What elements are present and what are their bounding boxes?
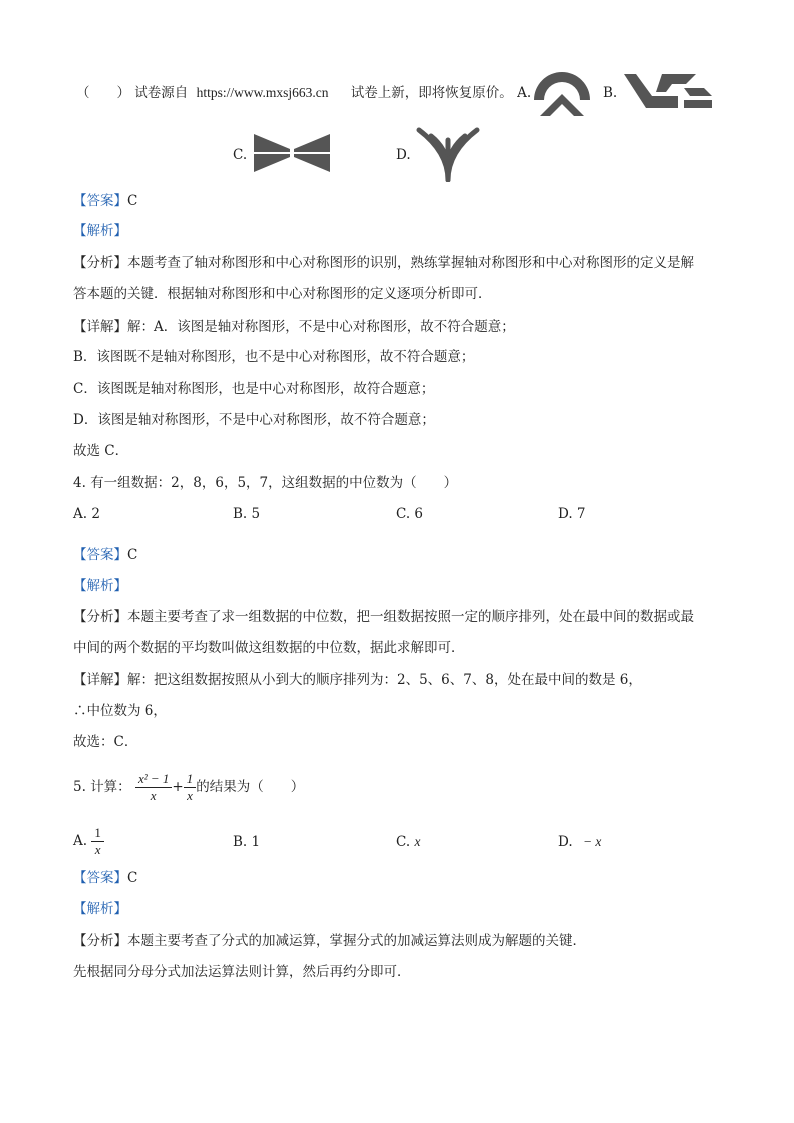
q4-analysis-line-2: 中间的两个数据的平均数叫做这组数据的中位数，据此求解即可．	[73, 640, 465, 656]
q3-detail-line-d: D．该图是轴对称图形，不是中心对称图形，故不符合题意；	[73, 412, 435, 428]
q3-option-d-label: D.	[396, 147, 411, 163]
q5-option-a-denominator: x	[94, 842, 101, 857]
q3-analysis-tag: 【分析】	[73, 255, 127, 271]
q3-header	[76, 84, 531, 102]
q5-stem-prefix: 5. 计算：	[73, 779, 131, 795]
q4-analysis-line-1	[73, 608, 694, 626]
q5-option-c	[396, 833, 420, 851]
q5-answer-value: C	[127, 870, 138, 886]
q3-jiexi-tag: 【解析】	[73, 223, 127, 239]
q3-analysis-line-2: 答本题的关键．根据轴对称图形和中心对称图形的定义逐项分析即可．	[73, 286, 492, 302]
q4-detail-line-2: ∴中位数为 6，	[73, 703, 167, 719]
q5-analysis-tag: 【分析】	[73, 933, 127, 949]
q5-answer	[73, 869, 137, 887]
q4-detail-text-1: 解：把这组数据按照从小到大的顺序排列为：2、5、6、7、8，处在最中间的数是 6，	[127, 672, 642, 688]
q4-option-a: A. 2	[73, 506, 100, 522]
q5-fraction-1	[135, 771, 172, 804]
q3-detail-tag: 【详解】	[73, 319, 127, 335]
q3-analysis-line-1	[73, 254, 694, 272]
q5-option-d	[558, 833, 601, 851]
q4-option-d: D. 7	[558, 506, 586, 522]
q5-analysis-line-1	[73, 932, 586, 950]
q3-detail-text-1: 解：A．该图是轴对称图形，不是中心对称图形，故不符合题意；	[127, 319, 515, 335]
q5-option-c-value: x	[414, 834, 421, 849]
q4-answer-tag: 【答案】	[73, 547, 127, 563]
q5-option-b: B. 1	[233, 834, 261, 850]
q4-jiexi-tag: 【解析】	[73, 578, 127, 594]
q3-detail-line-1	[73, 318, 515, 336]
q5-option-a-numerator: 1	[91, 825, 104, 842]
q4-analysis-text-1: 本题主要考查了求一组数据的中位数，把一组数据按照一定的顺序排列，处在最中间的数据或最	[127, 609, 694, 625]
q3-detail-line-b: B．该图既不是轴对称图形，也不是中心对称图形，故不符合题意；	[73, 349, 475, 365]
q5-fraction-2-numerator: 1	[184, 771, 197, 788]
q4-analysis-tag: 【分析】	[73, 609, 127, 625]
q5-option-a	[73, 822, 104, 860]
q3-figure-d	[413, 126, 483, 182]
q3-header-tail: 试卷上新，即将恢复原价。	[350, 85, 513, 101]
q4-detail-tag: 【详解】	[73, 672, 127, 688]
q5-option-d-value: − x	[582, 834, 602, 849]
q3-figure-b	[622, 72, 714, 110]
q5-jiexi-tag: 【解析】	[73, 901, 127, 917]
q4-option-b: B. 5	[233, 506, 261, 522]
q5-fraction-1-numerator: x² − 1	[135, 771, 172, 788]
q3-paren: （ ）	[76, 85, 130, 101]
q3-detail-line-c: C．该图既是轴对称图形，也是中心对称图形，故符合题意；	[73, 381, 435, 397]
q4-stem: 4. 有一组数据：2，8，6，5，7，这组数据的中位数为（ ）	[73, 475, 458, 491]
q3-answer-tag: 【答案】	[73, 193, 127, 209]
q3-answer-value: C	[127, 193, 138, 209]
q5-option-a-label: A.	[73, 833, 88, 849]
q5-option-c-label: C.	[396, 834, 411, 850]
q3-url: https://www.mxsj663.cn	[196, 85, 329, 100]
q3-option-a-label: A.	[517, 85, 532, 101]
q3-analysis-text-1: 本题考查了轴对称图形和中心对称图形的识别，熟练掌握轴对称图形和中心对称图形的定义是解	[127, 255, 694, 271]
q4-detail-line-1	[73, 671, 642, 689]
q5-option-d-label: D.	[558, 834, 573, 850]
q5-plus-sign: +	[172, 779, 184, 795]
q4-answer-value: C	[127, 547, 138, 563]
q3-source: 试卷源自	[134, 85, 189, 101]
q5-fraction-2	[184, 771, 197, 804]
q3-option-b-label: B.	[603, 85, 618, 101]
q4-option-c: C. 6	[396, 506, 424, 522]
q4-answer	[73, 546, 137, 564]
q3-conclusion: 故选 C．	[73, 443, 129, 459]
q3-figure-a	[530, 68, 594, 120]
q3-answer	[73, 192, 137, 210]
q3-option-c-label: C.	[233, 147, 248, 163]
q5-option-a-fraction	[91, 825, 104, 858]
q5-fraction-1-denominator: x	[150, 788, 157, 803]
q5-answer-tag: 【答案】	[73, 870, 127, 886]
q3-figure-c	[252, 130, 332, 176]
q4-conclusion: 故选：C．	[73, 734, 138, 750]
q5-stem	[73, 768, 304, 806]
q5-fraction-2-denominator: x	[187, 788, 193, 803]
q5-stem-suffix: 的结果为（ ）	[196, 779, 305, 795]
q5-analysis-text-1: 本题主要考查了分式的加减运算，掌握分式的加减运算法则成为解题的关键．	[127, 933, 586, 949]
q5-analysis-line-2: 先根据同分母分式加法运算法则计算，然后再约分即可．	[73, 964, 411, 980]
